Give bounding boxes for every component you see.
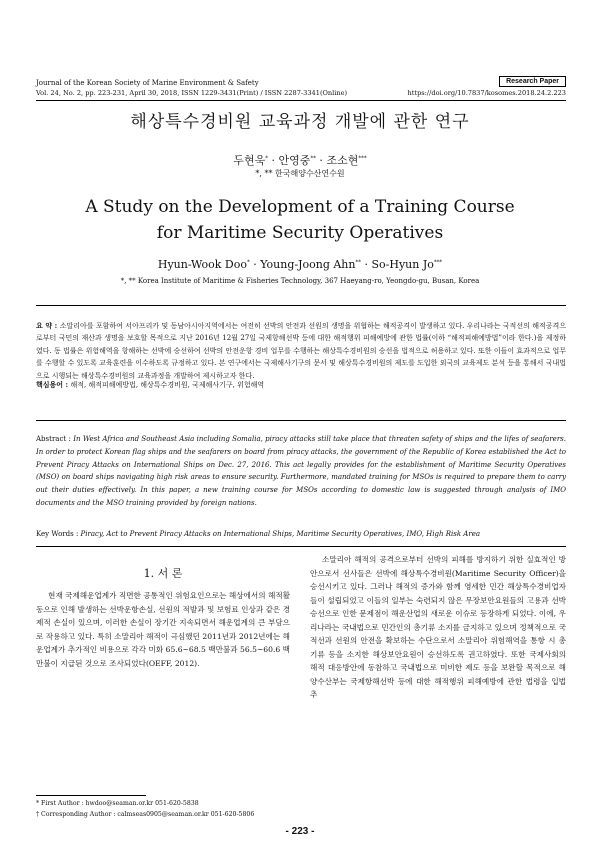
footnote-rule: [36, 795, 146, 796]
author-2: 안영중: [278, 154, 311, 167]
keywords-english-label: Key Words :: [36, 530, 81, 538]
title-english: [0, 194, 600, 246]
journal-name: Journal of the Korean Society of Marine Environment & Safety: [36, 79, 259, 87]
footnotes: [36, 798, 290, 820]
introduction-paragraph: 현재 국제해운업계가 직면한 공통적인 위험요인으로는 해상에서의 해적활동으로 인해 발생하는 선박운항손실, 선원의 적발과 및 보험료 인상과 같은 경제적 손실이 있으며, 이러한 손실이 장기간 지속되면서 해운업계의 큰 부담으로 작용하고 있다. 특히 소말리아 해적이 극심했던 2011년과 2012년에는 해운업계가 추가적인 비용으로 각각 미화 65.6~68.5 백만불과 56.5~60.6 백만불이 지급된 것으로 조사되었다(OEFF, 2012).: [36, 591, 290, 668]
title-english-line2: for Maritime Security Operatives: [156, 223, 444, 243]
abstract-top-rule: [36, 305, 566, 306]
abstract-english: [36, 433, 566, 510]
abstract-mid-rule: [36, 420, 566, 421]
abstract-korean-label: 요 약 :: [36, 321, 60, 330]
authors-english: Hyun-Wook Doo* · Young-Joong Ahn** · So-Hyun Jo***: [157, 258, 443, 271]
title-english-line1: A Study on the Development of a Training Course: [85, 197, 515, 217]
volume-line: [36, 88, 566, 98]
right-column: [310, 553, 566, 702]
author-en-3-mark: ***: [433, 259, 443, 266]
doi-link[interactable]: https://doi.org/10.7837/kosomes.2018.24.2.223: [407, 89, 566, 97]
header-rule: [36, 100, 566, 101]
research-paper-badge: Research Paper: [499, 76, 566, 87]
volume-info: Vol. 24, No. 2, pp. 223-231, April 30, 2018, ISSN 1229-3431(Print) / ISSN 2287-3341(Online): [36, 89, 348, 97]
author-3-mark: ***: [358, 155, 367, 162]
author-en-1: Hyun-Wook Doo: [157, 258, 247, 271]
author-2-mark: **: [310, 155, 316, 162]
footnote-first-author: * First Author : hwdoo@seaman.or.kr 051-620-5838: [36, 800, 199, 807]
author-en-2: Young-Joong Ahn: [260, 258, 356, 271]
affiliation-english: *, ** Korea Institute of Maritime & Fisheries Technology, 367 Haeyang-ro, Yeongdo-gu, Busan, Korea: [120, 277, 480, 285]
author-en-3: So-Hyun Jo: [371, 258, 434, 271]
affiliation-korean: *, ** 한국해양수산연수원: [255, 169, 345, 178]
keywords-english-text: Piracy, Act to Prevent Piracy Attacks on International Ships, Maritime Security Operatives, IMO, High Risk Area: [80, 530, 481, 538]
author-1: 두현욱: [233, 154, 266, 167]
page-number: - 223 -: [285, 826, 315, 837]
keywords-korean-label: 핵심용어 :: [36, 380, 71, 389]
abstract-korean: [36, 320, 566, 382]
section-heading-introduction: 1. 서 론: [143, 567, 183, 580]
abstract-bottom-rule: [36, 546, 566, 547]
author-1-mark: *: [265, 155, 269, 162]
keywords-korean: [36, 380, 566, 390]
footnote-corresponding-author: † Corresponding Author : calmseas0905@seaman.or.kr 051-620-5806: [36, 811, 255, 818]
left-column: [36, 565, 290, 670]
author-en-2-mark: **: [355, 259, 361, 266]
right-column-paragraph: 소말리아 해적의 공격으로부터 선박의 피해를 방지하기 위한 실효적인 방안으로서 선사들은 선박에 해상특수경비원(Maritime Security Officer)을 승선시키고 있다. 그러나 해적의 증가와 함께 영세한 민간 해상특수경비업자들이 설립되었고 이들의 일부는 숙련되지 않은 무장보안요원들의 고용과 선박승선으로 인한 문제점이 해운산업의 새로운 이슈로 등장하게 되었다. 이에, 우리나라는 국내법으로 민간인의 총기류 소지를 금지하고 있으며 정책적으로 국적선과 선원의 안전을 확보하는 수단으로서 소말리아 위험해역을 통항 시 총기류 등을 소지한 해상보안요원이 승선하도록 권고하였다. 또한 국제사회의 해적 대응방안에 동참하고 국내법으로 미비한 제도 등을 보완할 목적으로 해양수산부는 국제항해선박 등에 대한 해적행위 피해예방에 관한 법령을 입법 추: [310, 555, 566, 699]
abstract-english-label: Abstract :: [36, 435, 74, 443]
abstract-korean-text: 소말리아를 포함하여 서아프리카 및 동남아시아지역에서는 여전히 선박의 안전과 선원의 생명을 위협하는 해적공격이 발생하고 있다. 우리나라는 국적선의 해적공격으로부터 국민의 재산과 생명을 보호할 목적으로 지난 2016년 12월 27일 국제항해선박 등에 대한 해적행위 피해예방에 관한 법률(이하 “해적피해예방법”이라 한다.)을 제정하였다. 동 법률은 위험해역을 항해하는 선박에 승선하여 선박의 안전운항 경비 업무를 수행하는 해상특수경비원의 승선을 법적으로 허용하고 있다. 또한 이들이 효과적으로 업무를 수행할 수 있도록 교육훈련을 이수하도록 규정하고 있다. 본 연구에서는 국제해사기구의 문서 및 해상특수경비원의 제도를 도입한 외국의 교육제도 분석 등을 통해서 국내법으로 시행되는 해상특수경비원의 교육과정을 개발하여 제시하고자 한다.: [36, 322, 566, 380]
author-en-1-mark: *: [246, 259, 250, 266]
authors-korean: 두현욱* · 안영중** · 조소현***: [233, 154, 367, 167]
keywords-english: [36, 530, 566, 538]
keywords-korean-text: 해적, 해적피해예방법, 해상특수경비원, 국제해사기구, 위험해역: [70, 381, 265, 389]
author-3: 조소현: [326, 154, 359, 167]
title-korean: 해상특수경비원 교육과정 개발에 관한 연구: [130, 112, 470, 132]
abstract-english-text: In West Africa and Southeast Asia including Somalia, piracy attacks still take place that threaten safety of ships and the lifes of seafarers. In order to protect Korean flag ships and the seafarers on board from piracy attacks, the government of the Republic of Korea established the Act to Prevent Piracy Attacks on International Ships on Dec. 27, 2016. This act legally provides for the establishment of Maritime Security Operatives (MSO) on board ships navigating high risk areas to ensure security. Furthermore, mandated training for MSOs is required to prepare them to carry out their duties effectively. In this paper, a new training course for MSOs according to domestic law is suggested through analysis of IMO documents and the MSO training provided by foreign nations.: [36, 435, 566, 507]
